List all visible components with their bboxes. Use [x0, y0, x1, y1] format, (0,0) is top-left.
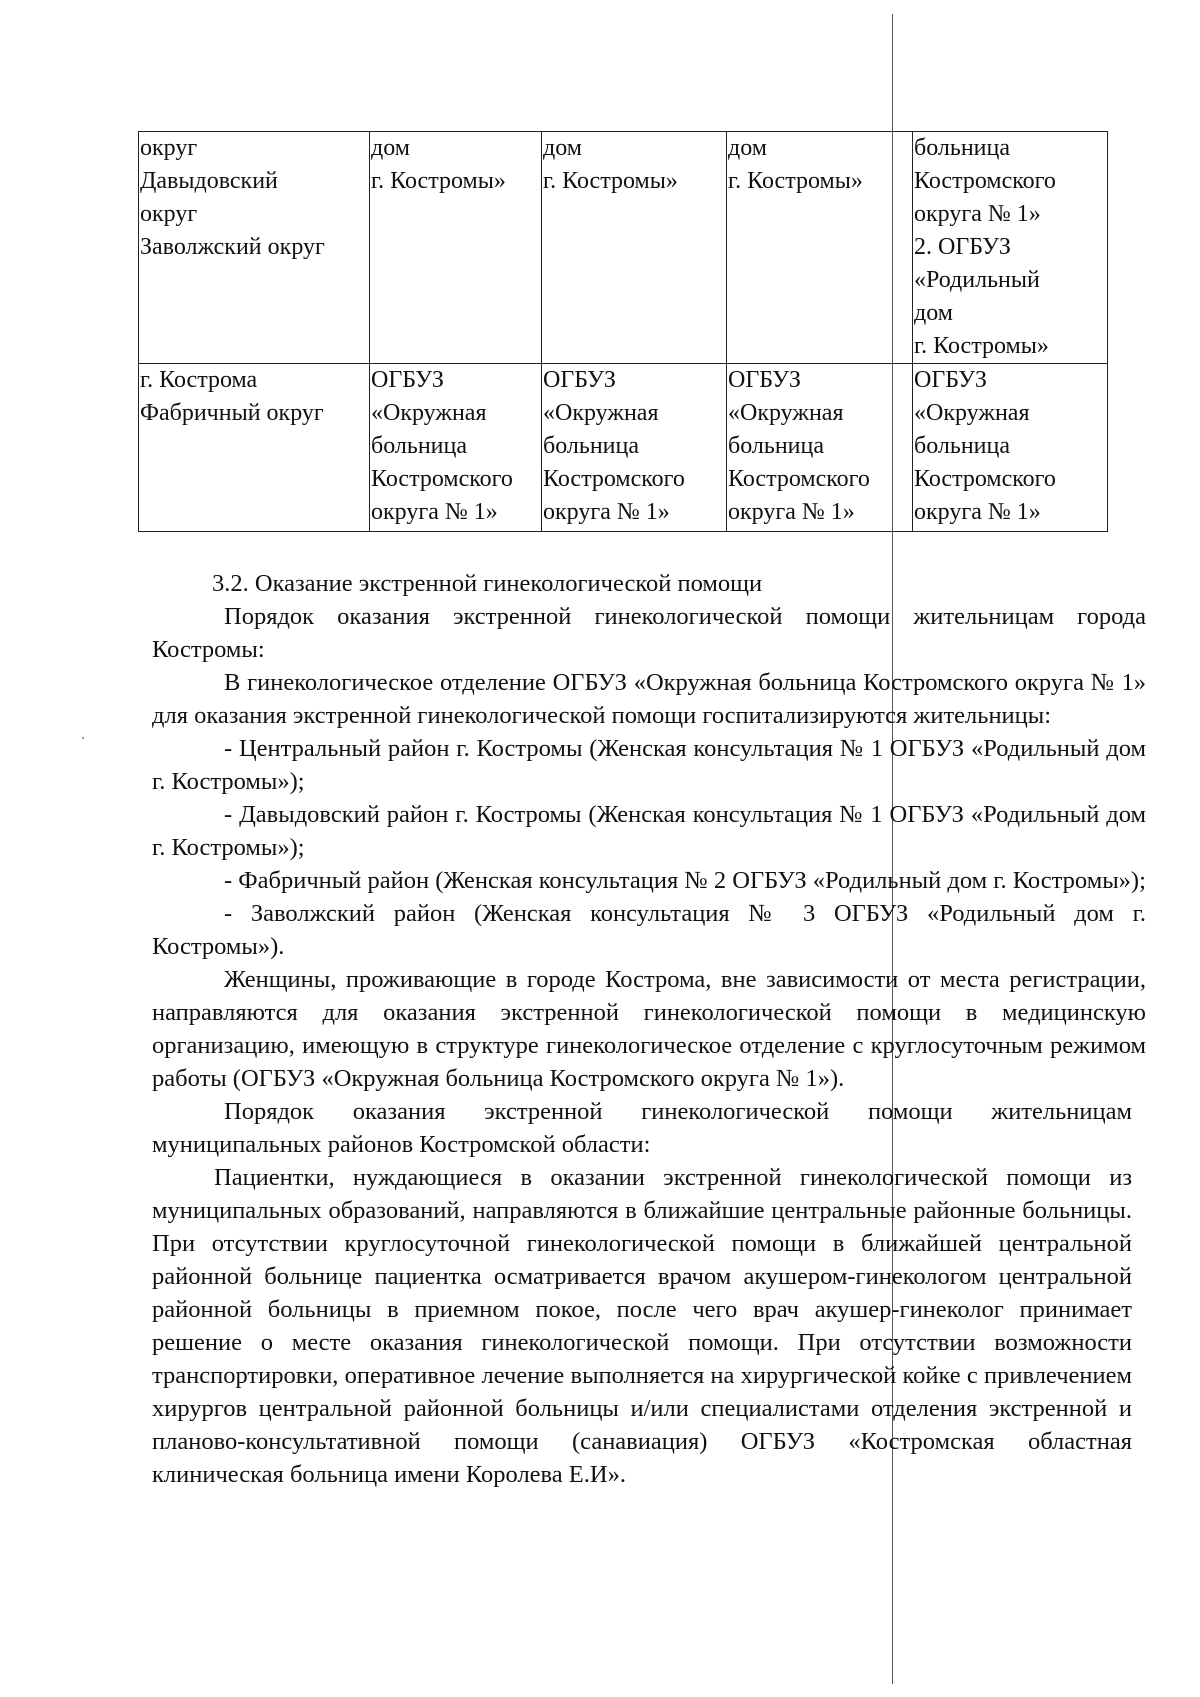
table-cell: [542, 132, 727, 364]
document-body: [152, 567, 1146, 1491]
paragraph: Порядок оказания экстренной гинекологической помощи жительницам города Костромы:: [152, 603, 1146, 663]
cell-text: г. Кострома Фабричный округ: [140, 367, 324, 426]
list-item: - Центральный район г. Костромы (Женская консультация № 1 ОГБУЗ «Родильный дом г. Костромы»);: [152, 735, 1146, 795]
table-row: [139, 364, 1108, 532]
paragraph: Пациентки, нуждающиеся в оказании экстренной гинекологической помощи из муниципальных образований, направляются в ближайшие центральные районные больницы. При отсутствии круглосуточной гинекологической помощи в ближайшей центральной районной больнице пациентка осматривается врачом акушером-гинекологом центральной районной больницы в приемном покое, после чего врач акушер-гинеколог принимает решение о месте оказания гинекологической помощи. При отсутствии возможности транспортировки, оперативное лечение выполняется на хирургической койке с привлечением хирургов центральной районной больницы и/или специалистами отделения экстренной и планово-консультативной помощи (санавиация) ОГБУЗ «Костромская областная клиническая больница имени Королева Е.И».: [152, 1164, 1132, 1488]
list-item: - Заволжский район (Женская консультация № 3 ОГБУЗ «Родильный дом г. Костромы»).: [152, 900, 1146, 960]
table-cell: [727, 132, 913, 364]
table-cell: [913, 132, 1108, 364]
cell-text: дом г. Костромы»: [371, 135, 506, 194]
table-cell: [727, 364, 913, 532]
table-cell: [139, 364, 370, 532]
table-cell: [542, 364, 727, 532]
paragraph: Женщины, проживающие в городе Кострома, вне зависимости от места регистрации, направляются для оказания экстренной гинекологической помощи в медицинскую организацию, имеющую в структуре гинекологическое отделение с круглосуточным режимом работы (ОГБУЗ «Окружная больница Костромского округа № 1»).: [152, 966, 1146, 1092]
table-cell: [370, 132, 542, 364]
cell-text: округ Давыдовский округ Заволжский округ: [140, 135, 325, 260]
hospital-routing-table: [138, 131, 1108, 532]
table-cell: [139, 132, 370, 364]
cell-text: ОГБУЗ «Окружная больница Костромского округа № 1»: [371, 367, 513, 525]
cell-text: ОГБУЗ «Окружная больница Костромского округа № 1»: [728, 367, 870, 525]
list-item: - Давыдовский район г. Костромы (Женская консультация № 1 ОГБУЗ «Родильный дом г. Костромы»);: [152, 801, 1146, 861]
table-row: [139, 132, 1108, 364]
paragraph: Порядок оказания экстренной гинекологической помощи жительницам муниципальных районов Костромской области:: [152, 1098, 1132, 1158]
table-cell: [370, 364, 542, 532]
scan-dust-dot: [82, 737, 84, 739]
cell-text: ОГБУЗ «Окружная больница Костромского округа № 1»: [543, 367, 685, 525]
cell-text: дом г. Костромы»: [728, 135, 863, 194]
section-heading: 3.2. Оказание экстренной гинекологической помощи: [212, 570, 763, 597]
list-item: - Фабричный район (Женская консультация № 2 ОГБУЗ «Родильный дом г. Костромы»);: [224, 867, 1146, 894]
table-cell: [913, 364, 1108, 532]
paragraph: В гинекологическое отделение ОГБУЗ «Окружная больница Костромского округа № 1» для оказания экстренной гинекологической помощи госпитализируются жительницы:: [152, 669, 1146, 729]
cell-text: ОГБУЗ «Окружная больница Костромского округа № 1»: [914, 367, 1056, 525]
cell-text: больница Костромского округа № 1» 2. ОГБУЗ «Родильный дом г. Костромы»: [914, 135, 1056, 359]
cell-text: дом г. Костромы»: [543, 135, 678, 194]
